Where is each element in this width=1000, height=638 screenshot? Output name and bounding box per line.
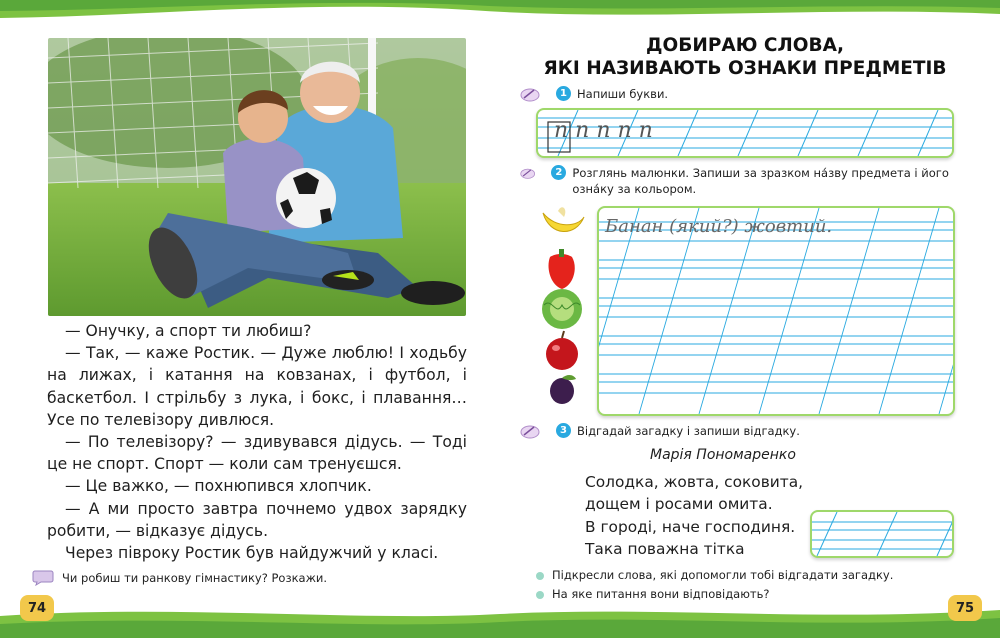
page-title	[520, 34, 970, 80]
task-text: Напиши букви.	[577, 87, 669, 101]
speech-bubble-icon	[32, 570, 54, 586]
photo-grandfather-grandson-football	[48, 38, 466, 316]
story-line: — А ми просто завтра почнемо удвох зарядку робити, — відказує дідусь.	[47, 499, 467, 540]
pepper-icon	[549, 249, 575, 289]
story-line: — По телевізору? — здивувався дідусь. — Тоді це не спорт. Спорт — коли сам тренуєшся.	[47, 433, 467, 474]
question-text: Чи робиш ти ранкову гімнастику? Розкажи.	[62, 571, 328, 585]
follow-up-questions	[536, 566, 893, 604]
title-line-1: ДОБИРАЮ СЛОВА,	[646, 35, 844, 56]
bullet-dot-icon	[536, 572, 544, 580]
task-3	[520, 423, 800, 439]
cabbage-icon	[542, 289, 582, 329]
letter-sample: п п п п п	[554, 118, 653, 143]
bullet-item: Підкресли слова, які допомогли тобі відгадати загадку.	[536, 566, 893, 585]
bullet-dot-icon	[536, 591, 544, 599]
riddle-line: дощем і росами омита.	[585, 495, 773, 514]
apple-icon	[546, 331, 578, 370]
banana-icon	[543, 207, 584, 231]
writing-hand-icon	[520, 423, 540, 439]
top-wave	[0, 0, 1000, 30]
page-number-right: 75	[948, 595, 982, 621]
ruled-lines	[812, 512, 952, 556]
riddle-line: Така поважна тітка	[585, 539, 745, 558]
plum-icon	[550, 375, 576, 404]
sample-answer: Банан (який?) жовтий.	[605, 216, 833, 237]
task-number-badge: 3	[556, 423, 571, 438]
task-number-badge: 2	[551, 165, 566, 180]
answer-writing-box[interactable]	[810, 510, 954, 558]
story-text	[47, 320, 467, 564]
task-number-badge: 1	[556, 86, 571, 101]
story-line: — Онучку, а спорт ти любиш?	[65, 322, 312, 340]
writing-box-letters[interactable]	[536, 108, 954, 158]
poem-author: Марія Пономаренко	[650, 447, 796, 463]
task-2	[520, 165, 960, 197]
title-line-2: ЯКІ НАЗИВАЮТЬ ОЗНАКИ ПРЕДМЕТІВ	[543, 58, 947, 79]
discussion-question	[32, 570, 327, 586]
task-text: Розглянь малюнки. Запиши за зразком на́зву предмета і його озна́ку за кольором.	[572, 166, 949, 196]
task-1	[520, 86, 668, 102]
riddle-line: Солодка, жовта, соковита,	[585, 473, 804, 491]
riddle-poem	[585, 471, 803, 560]
writing-hand-icon	[520, 86, 540, 102]
page-number-left: 74	[20, 595, 54, 621]
task-text: Відгадай загадку і запиши відгадку.	[577, 424, 800, 438]
story-line: — Це важко, — похнюпився хлопчик.	[65, 477, 372, 496]
bottom-wave	[0, 600, 1000, 638]
produce-icons	[538, 205, 588, 405]
story-line: Через півроку Ростик був найдужчий у класі.	[65, 544, 439, 563]
story-line: — Так, — каже Ростик. — Дуже люблю! І ходьбу на лижах, і катання на ковзанах, і футбол, і баскетбол. І стрільбу з лука, і бокс, і плавання… Усе по телевізору дивлюся.	[47, 344, 467, 429]
writing-box-colors[interactable]	[597, 206, 955, 416]
writing-hand-icon	[520, 165, 535, 181]
riddle-line: В городі, наче господиня.	[585, 517, 796, 536]
ruled-lines	[599, 208, 953, 414]
bullet-item: На яке питання вони відповідають?	[536, 585, 893, 604]
